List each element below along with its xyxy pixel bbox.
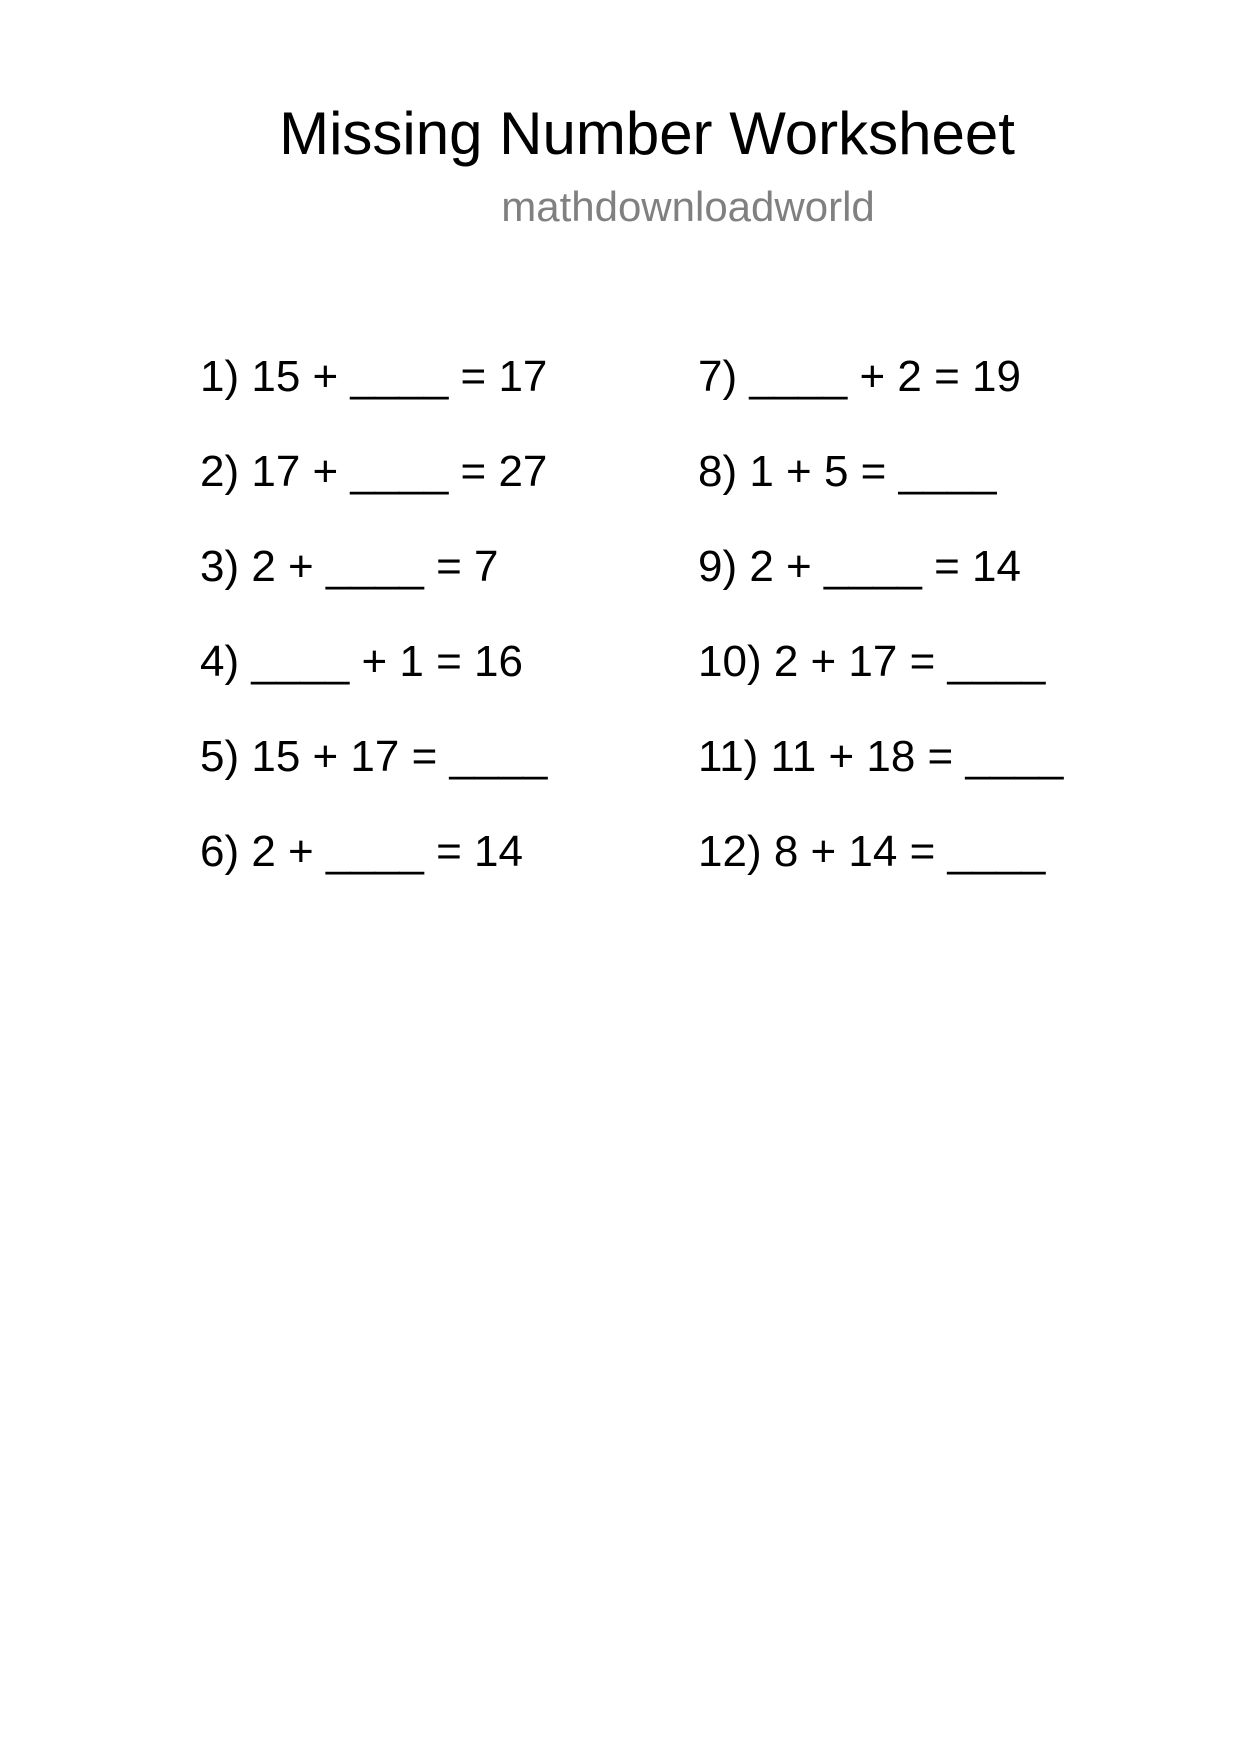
problem-5: 5) 15 + 17 = ____ [200,732,548,781]
problem-8: 8) 1 + 5 = ____ [698,447,997,496]
problem-4: 4) ____ + 1 = 16 [200,637,523,686]
problem-9: 9) 2 + ____ = 14 [698,542,1021,591]
problem-2: 2) 17 + ____ = 27 [200,447,548,496]
problem-11: 11) 11 + 18 = ____ [698,732,1064,781]
problem-7: 7) ____ + 2 = 19 [698,352,1021,401]
problem-10: 10) 2 + 17 = ____ [698,637,1046,686]
worksheet-title: Missing Number Worksheet [279,100,1015,167]
worksheet-subtitle: mathdownloadworld [501,183,875,230]
problem-1: 1) 15 + ____ = 17 [200,352,548,401]
problem-3: 3) 2 + ____ = 7 [200,542,499,591]
problem-12: 12) 8 + 14 = ____ [698,827,1046,876]
problem-6: 6) 2 + ____ = 14 [200,827,523,876]
